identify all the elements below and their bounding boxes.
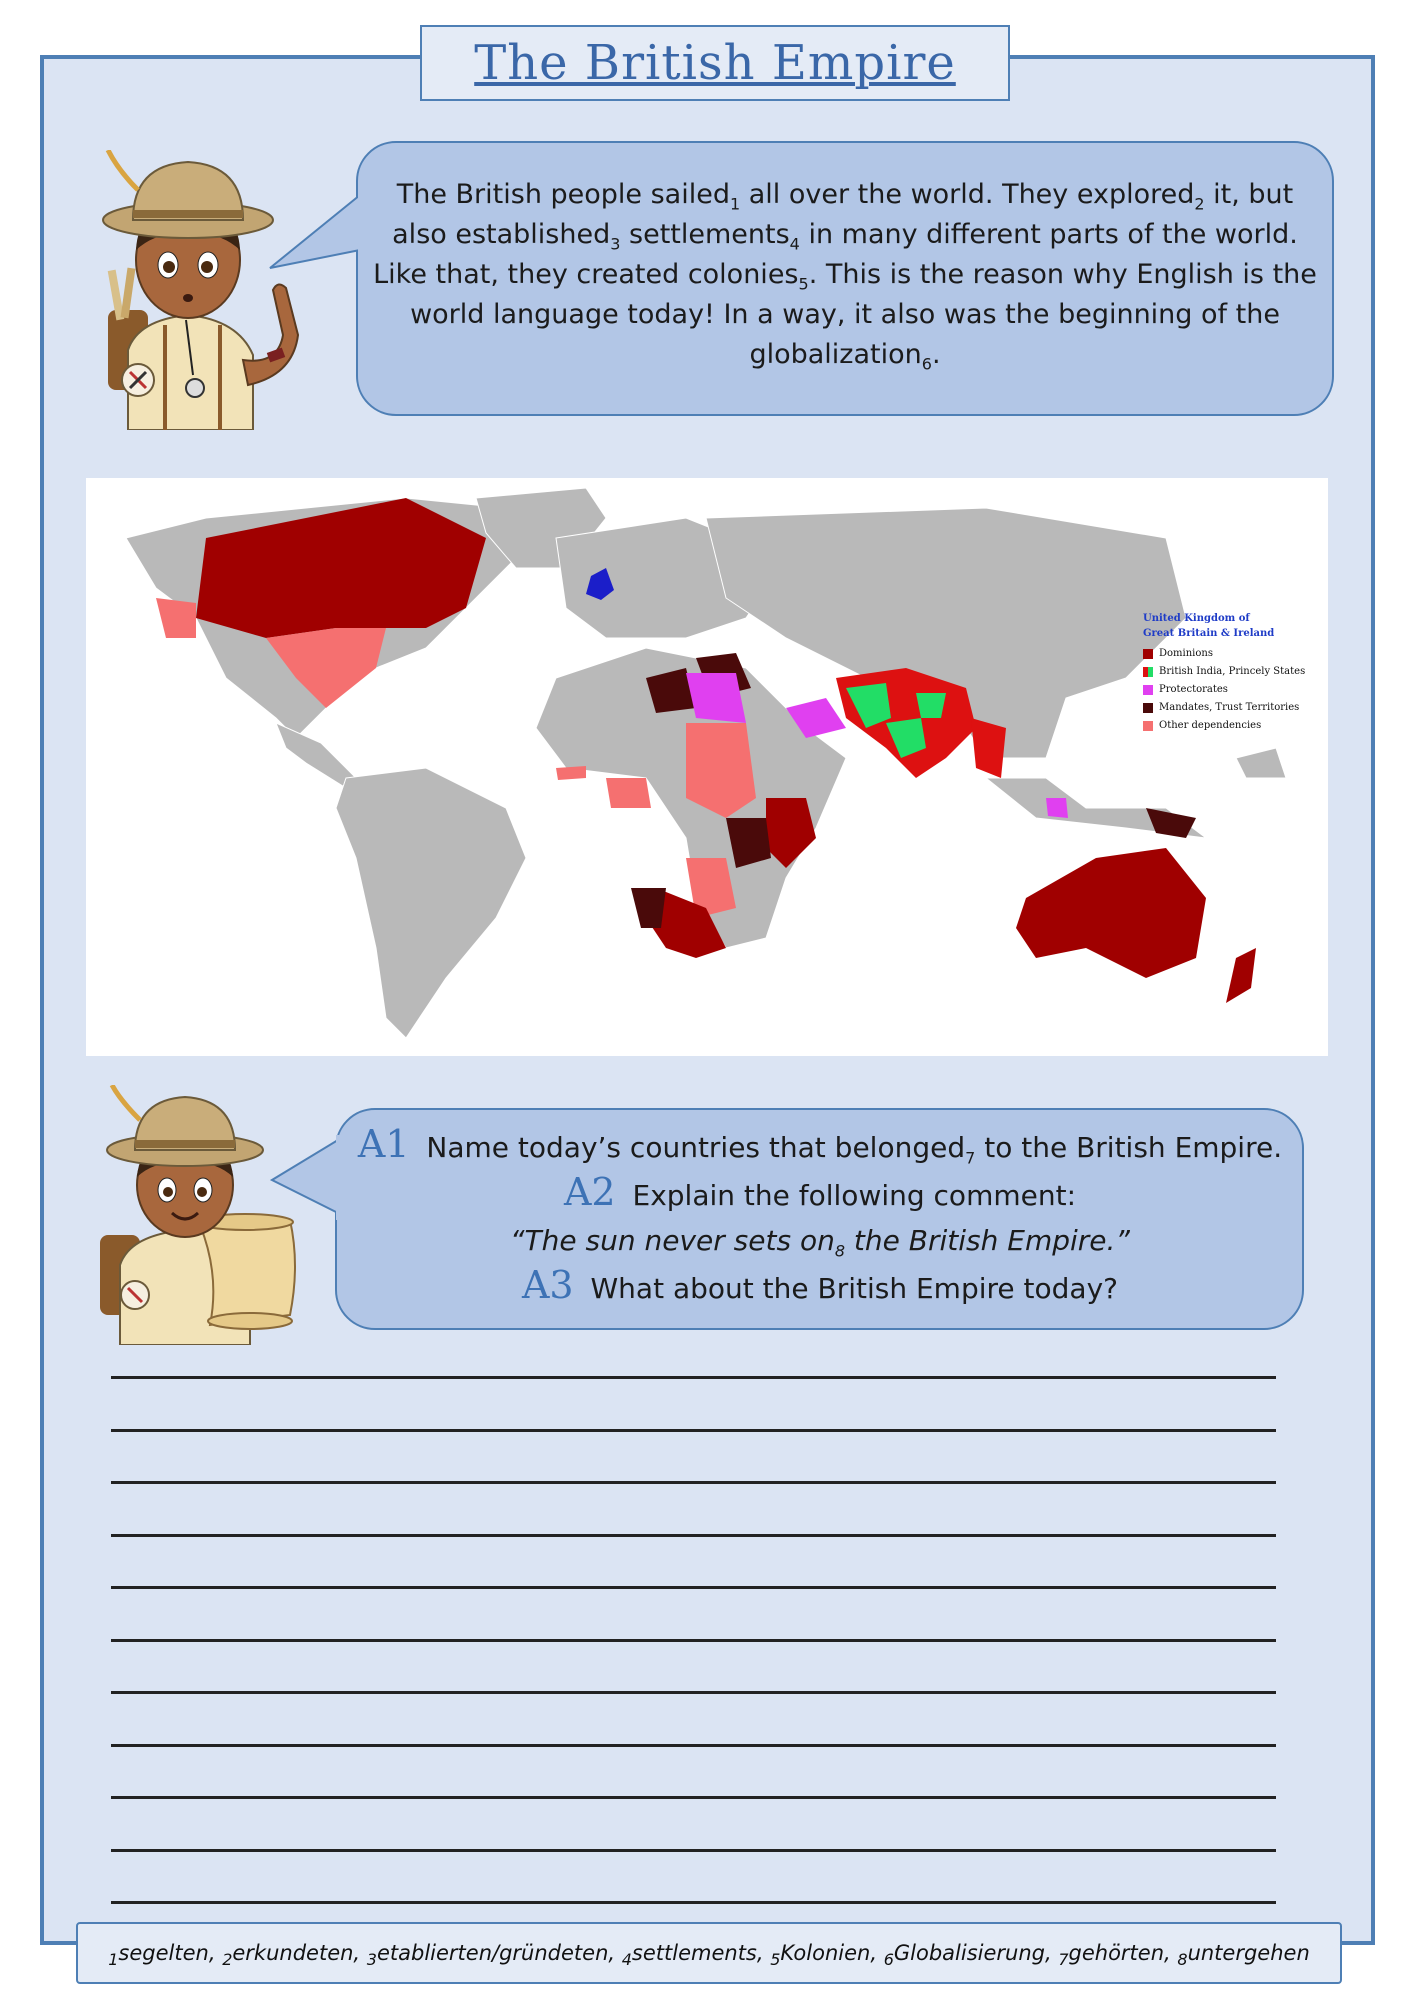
world-map-svg [86,478,1328,1056]
legend-item-other-dependencies [1143,717,1305,735]
legend-item-mandates [1143,699,1305,717]
intro-text-segment: The British people sailed [396,179,730,210]
intro-text-segment: . This is the reason why English is the world language today! In a way, it also was the beginning of the globalization [410,259,1317,370]
vocab-footnote-number: 8 [1177,1950,1188,1970]
legend-swatch [1143,667,1153,677]
intro-footnote-number: 5 [798,274,809,294]
legend-label: Mandates, Trust Territories [1159,702,1300,713]
intro-footnote-number: 4 [789,234,800,254]
vocab-text-segment: untergehen [1187,1941,1310,1965]
answer-line[interactable] [111,1849,1276,1852]
task-a1-text-segment: Name today’s countries that belonged [417,1131,966,1164]
vocab-text-segment: Kolonien, [780,1941,884,1965]
intro-text [370,175,1320,375]
intro-footnote-number: 1 [729,194,741,214]
intro-text-segment: settlements [620,219,790,250]
answer-line[interactable] [111,1586,1276,1589]
task-a1-footnote-number: 7 [965,1148,976,1168]
quote-text-segment: the British Empire.” [845,1224,1130,1257]
intro-text-segment: in many different parts of the world. Like that, they created colonies [373,219,1298,290]
answer-line[interactable] [111,1744,1276,1747]
task-a1-text [417,1131,1283,1168]
task-a1-text-segment: to the British Empire. [975,1131,1283,1164]
legend-title-2: Great Britain & Ireland [1143,628,1275,639]
vocab-text-segment: gehörten, [1068,1941,1178,1965]
legend-item-protectorates [1143,681,1305,699]
vocab-text-segment: settlements, [631,1941,771,1965]
task-a2 [345,1170,1295,1218]
vocabulary-text [108,1941,1310,1970]
vocab-text-segment: etablierten/gründeten, [376,1941,622,1965]
vocab-footnote-number: 1 [108,1950,119,1970]
task-a3 [345,1263,1295,1311]
intro-footnote-number: 6 [921,354,932,374]
vocab-footnote-number: 5 [770,1950,781,1970]
intro-footnote-number: 2 [1194,194,1205,214]
task-label-a2: A2 [563,1170,616,1214]
intro-text-segment: . [931,339,941,370]
vocab-text-segment: erkundeten, [232,1941,367,1965]
legend-title-1: United Kingdom of [1143,613,1250,624]
british-empire-map [86,478,1328,1056]
map-legend [1143,611,1305,735]
task-label-a3: A3 [521,1263,574,1307]
task-a2-quote [345,1218,1295,1263]
answer-line[interactable] [111,1534,1276,1537]
title-box [420,25,1010,101]
answer-line[interactable] [111,1481,1276,1484]
vocab-footnote-number: 7 [1058,1950,1069,1970]
vocab-footnote-number: 6 [883,1950,894,1970]
vocab-text-segment: Globalisierung, [893,1941,1059,1965]
legend-swatch [1143,649,1153,659]
vocab-text-segment: segelten, [118,1941,223,1965]
intro-text-segment: it, but also established [392,179,1294,250]
legend-swatch [1143,685,1153,695]
legend-label: Dominions [1159,648,1213,659]
task-list [345,1122,1295,1311]
intro-footnote-number: 3 [610,234,621,254]
page-title: The British Empire [474,35,956,91]
vocab-footnote-number: 3 [366,1950,377,1970]
legend-label: Other dependencies [1159,720,1262,731]
answer-line[interactable] [111,1639,1276,1642]
answer-line[interactable] [111,1901,1276,1904]
task-label-a1: A1 [357,1122,410,1166]
quote-footnote-number: 8 [834,1241,846,1261]
speech-bubble-tail-intro [268,190,364,280]
legend-label: British India, Princely States [1159,666,1306,677]
vocab-footnote-number: 4 [621,1950,632,1970]
task-a1 [345,1122,1295,1170]
speech-bubble-tail-tasks [270,1135,342,1220]
legend-swatch [1143,721,1153,731]
task-a3-text: What about the British Empire today? [581,1272,1119,1305]
quote-text-segment: “The sun never sets on [510,1224,835,1257]
legend-label: Protectorates [1159,684,1228,695]
legend-item-british-india [1143,663,1305,681]
legend-swatch [1143,703,1153,713]
answer-line[interactable] [111,1796,1276,1799]
vocabulary-footer [76,1922,1342,1984]
legend-item-dominions [1143,645,1305,663]
vocab-footnote-number: 2 [222,1950,233,1970]
answer-line[interactable] [111,1376,1276,1379]
intro-text-segment: all over the world. They explored [740,179,1195,210]
answer-line[interactable] [111,1429,1276,1432]
answer-line[interactable] [111,1691,1276,1694]
task-a2-text: Explain the following comment: [623,1179,1076,1212]
